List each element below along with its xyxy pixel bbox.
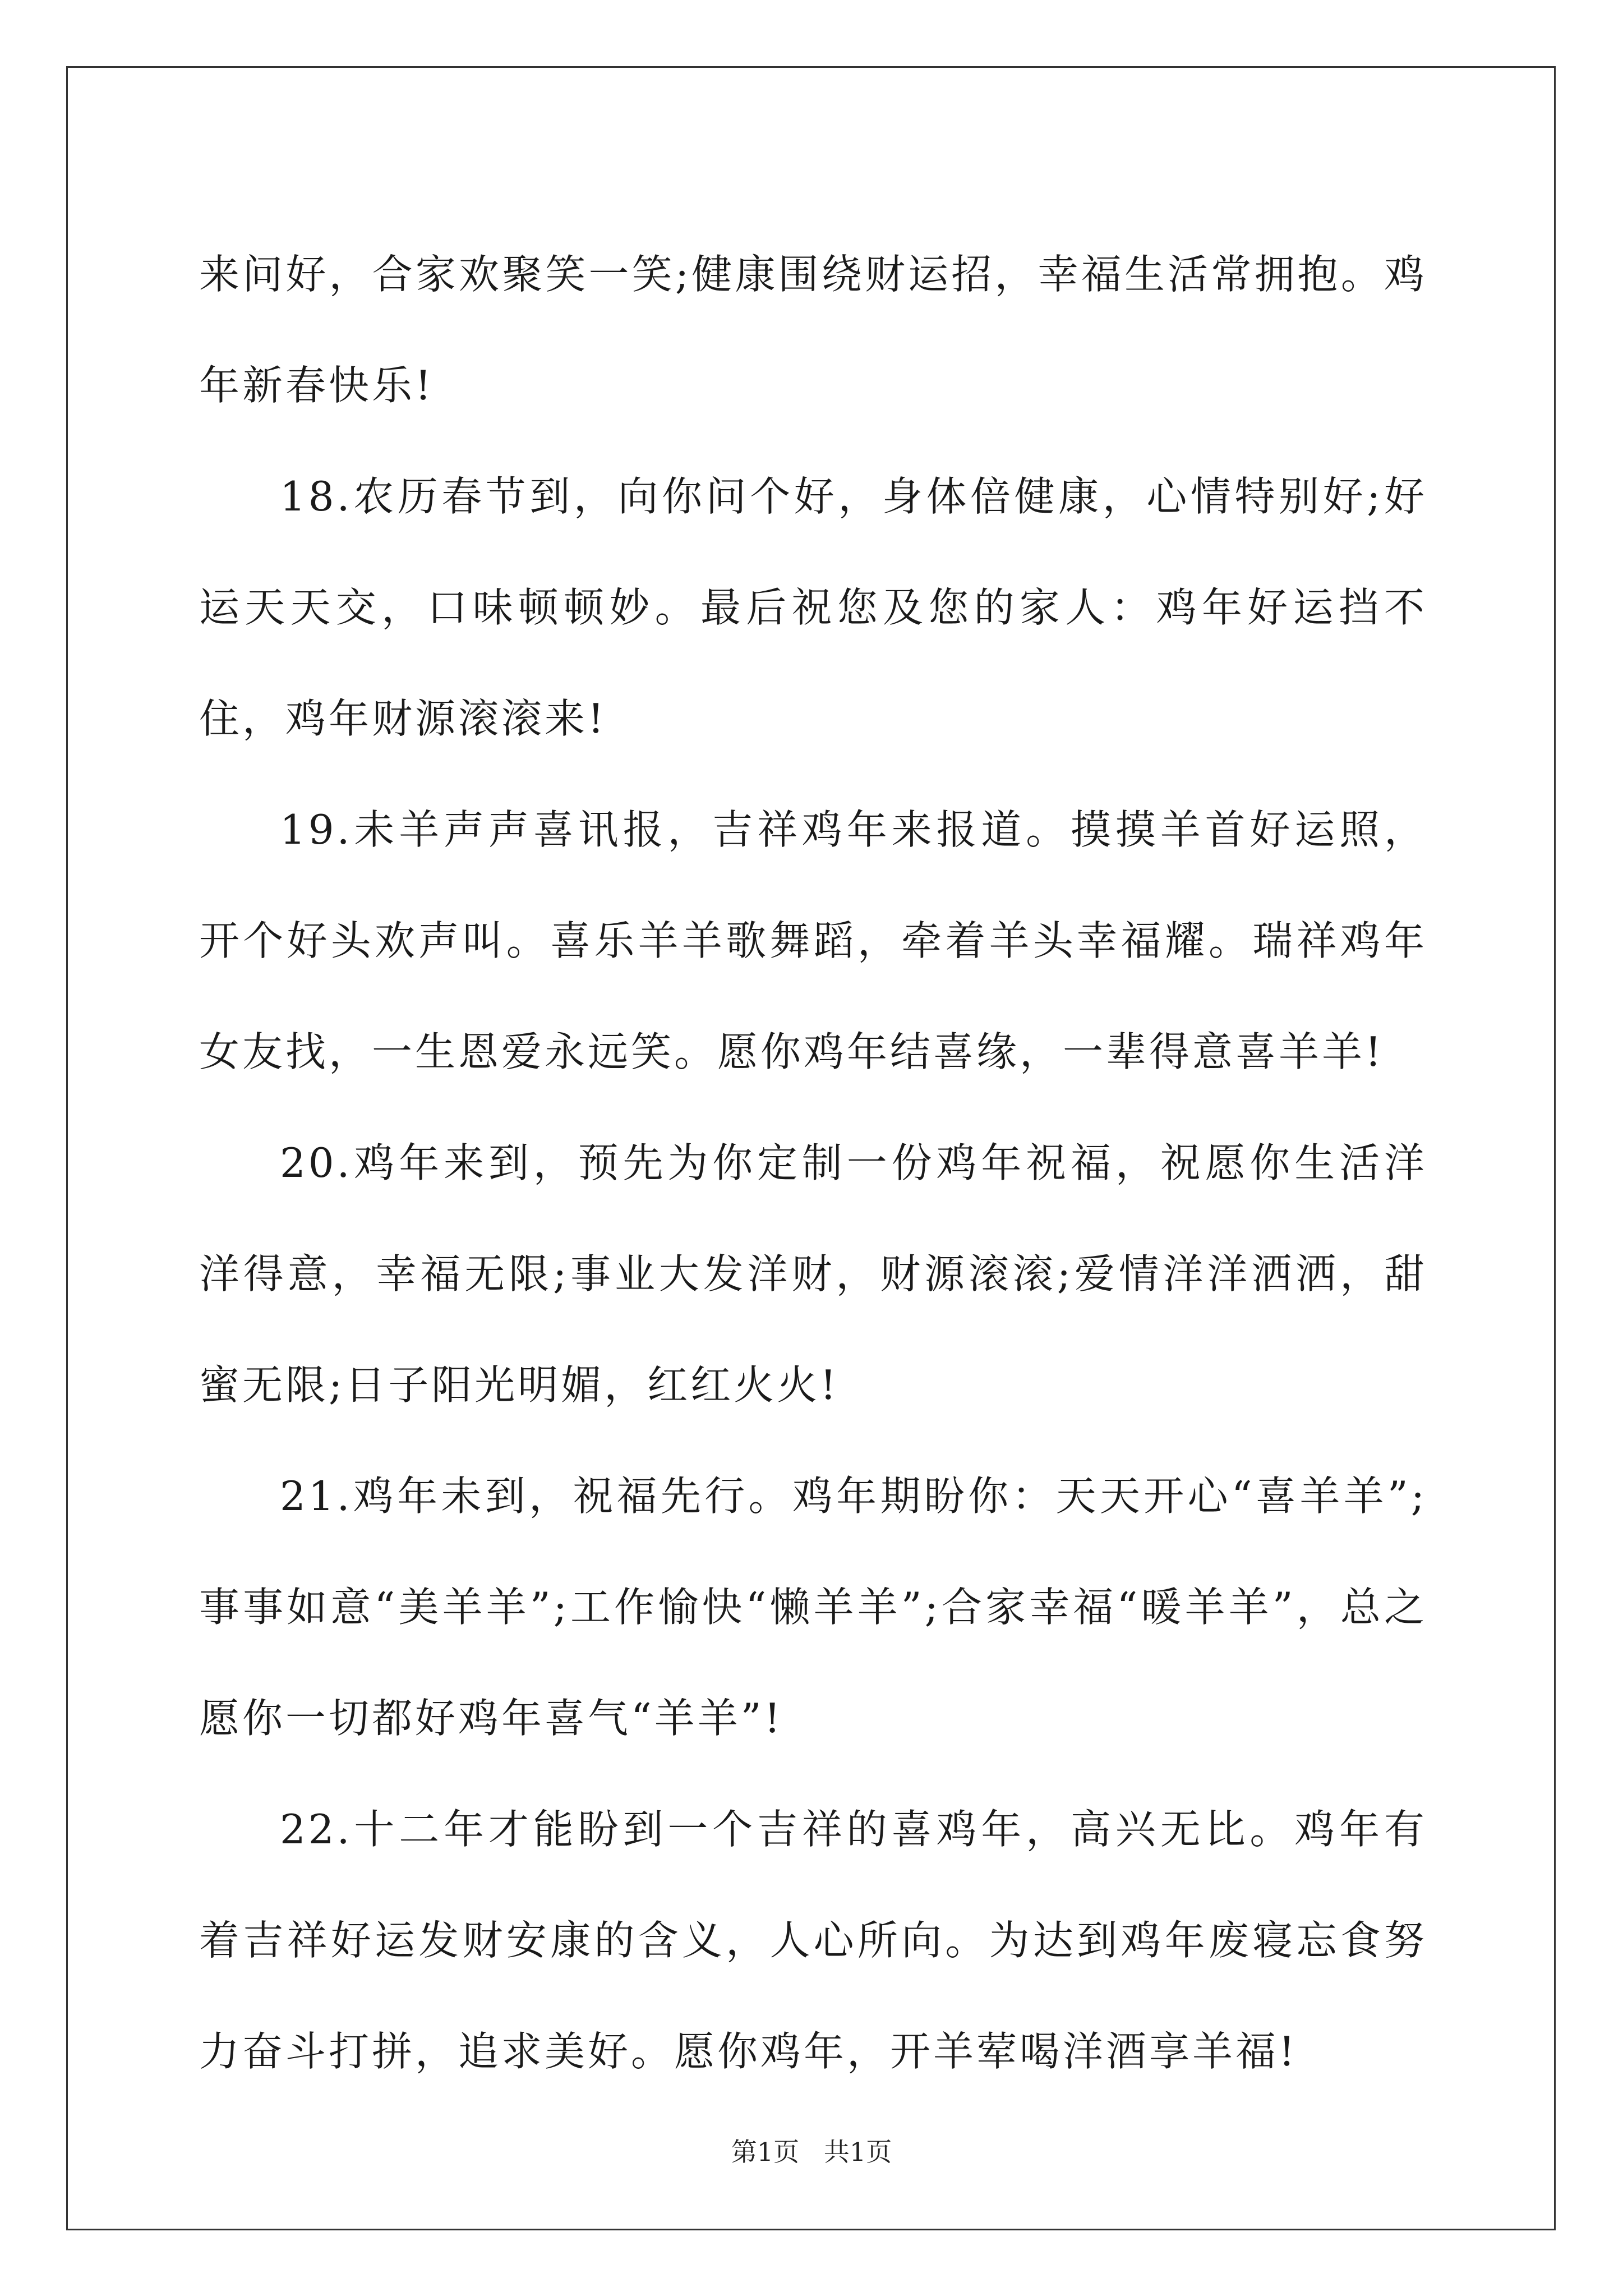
paragraph-item-19: 19.未羊声声喜讯报，吉祥鸡年来报道。摸摸羊首好运照，开个好头欢声叫。喜乐羊羊歌舞蹈，牵着羊头幸福耀。瑞祥鸡年女友找，一生恩爱永远笑。愿你鸡年结喜缘，一辈得意喜羊羊! [199,806,1427,1075]
paragraph-item-22: 22.十二年才能盼到一个吉祥的喜鸡年，高兴无比。鸡年有着吉祥好运发财安康的含义，人心所向。为达到鸡年废寝忘食努力奋斗打拼，追求美好。愿你鸡年，开羊荤喝洋酒享羊福! [199,1806,1427,2075]
document-body [199,219,1427,2107]
paragraph-item-20: 20.鸡年来到，预先为你定制一份鸡年祝福，祝愿你生活洋洋得意，幸福无限;事业大发洋财，财源滚滚;爱情洋洋洒洒，甜蜜无限;日子阳光明媚，红红火火! [199,1139,1427,1409]
page-number-footer: 第1页 共1页 [731,2137,892,2167]
paragraph-continued: 来问好，合家欢聚笑一笑;健康围绕财运招，幸福生活常拥抱。鸡年新春快乐! [199,251,1427,409]
paragraph-item-18: 18.农历春节到，向你问个好，身体倍健康，心情特别好;好运天天交，口味顿顿妙。最后祝您及您的家人：鸡年好运挡不住，鸡年财源滚滚来! [199,473,1427,742]
paragraph-item-21: 21.鸡年未到，祝福先行。鸡年期盼你：天天开心“喜羊羊”;事事如意“美羊羊”;工作愉快“懒羊羊”;合家幸福“暖羊羊”，总之愿你一切都好鸡年喜气“羊羊”! [199,1473,1427,1742]
